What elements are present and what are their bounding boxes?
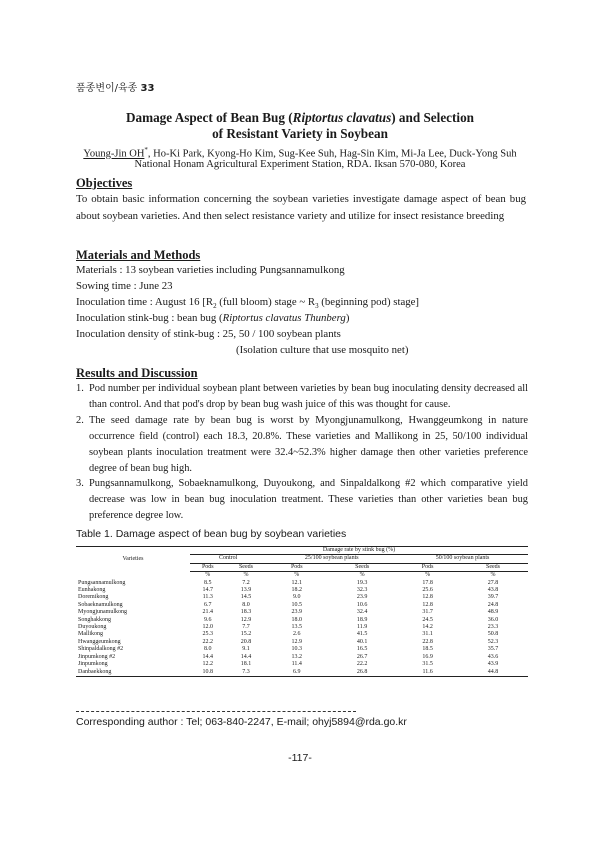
table-cell: 27.8 [487,579,499,586]
table-caption: Table 1. Damage aspect of bean bug by soybean varieties [76,528,347,540]
objectives-text: To obtain basic information concerning the soybean varieties investigate damage aspect of bean bug about soybean varieties. And then select resistance variety and utilize for insect resistance breeding [76,193,526,222]
table-cell: 21.4 [202,609,214,616]
table-cell: 52.3 [487,638,499,645]
item-number: 1. [76,383,84,394]
table-row [76,624,528,631]
item-number: 2. [76,415,84,426]
table-cell: 12.8 [422,601,433,608]
table-cell: 7.7 [242,624,250,631]
col-pods: Pods [397,563,458,571]
table-cell: 8.0 [204,646,212,653]
table-cell: 35.7 [487,646,499,653]
table-cell: 18.0 [291,616,303,623]
table-cell: 13.2 [291,653,303,660]
table-cell: 12.9 [240,616,252,623]
table-cell: 18.1 [240,661,252,668]
result-item [76,413,528,477]
table-row [76,609,528,616]
table-cell: 23.3 [487,624,499,631]
table-cell: 16.5 [356,646,368,653]
results-heading: Results and Discussion [76,366,198,380]
variety-name: Pungsannamulkong [78,579,126,586]
table-row [76,594,528,601]
unit-row [76,572,528,580]
col-seeds: Seeds [327,563,397,571]
table-cell: 26.8 [327,669,397,677]
table-cell: 25.3 [202,631,214,638]
table-cell: 17.8 [422,579,433,586]
table-cell: 20.8 [240,638,252,645]
paper-title-line1 [40,109,560,126]
variety-name: Jinpumkong [78,661,108,668]
table-row [76,617,528,624]
materials-line: Materials : 13 soybean varieties including Pungsannamulkong [76,264,345,276]
col-seeds: Seeds [226,563,267,571]
table-cell: 22.8 [422,638,433,645]
table-cell: 2.6 [293,631,301,638]
table-cell: 24.8 [487,601,499,608]
col-pods: Pods [266,563,327,571]
corresponding-author: Corresponding author : Tel; 063-840-2247, E-mail; ohyj5894@rda.go.kr [76,716,407,728]
abstract-number: 33 [140,83,155,94]
table-cell: 10.8 [190,669,226,677]
group-header: Damage rate by stink bug (%) [190,547,528,555]
table-cell: 19.3 [356,579,368,586]
table-cell: 41.5 [356,631,368,638]
table-cell: 48.9 [487,609,499,616]
methods-heading: Materials and Methods [76,248,201,262]
variety-name: Jinpumkong #2 [78,653,116,660]
table-cell: 23.9 [356,594,368,601]
table-cell: 32.3 [356,587,368,594]
table-cell: 14.7 [202,587,214,594]
table-cell: 32.4 [356,609,368,616]
table-cell: 14.4 [202,653,214,660]
table-cell: 18.5 [422,646,433,653]
first-author: Young-Jin OH [83,148,145,160]
item-text: The seed damage rate by bean bug is worst by Myongjunamulkong, Hwanggeumkong in nature occurrence field (control) each 18.3, 20.8%. These varieties and Mallikong in 25, 50/100 individual soybean plants inoculation treatment were 32.4~52.3% higher damage then other varieties preference degree of bean bug high. [89,415,528,474]
inoculation-time-line: Inoculation time : August 16 [$R_2$ (full bloom) stage ~ $R_3$ (beginning pod) stage] [76,296,420,311]
table-row [76,669,528,677]
table-cell: 18.9 [356,616,368,623]
sowing-line: Sowing time : June 23 [76,280,173,292]
variety-name: Sobaeknamulkong [78,601,123,608]
table-cell: 15.2 [240,631,252,638]
table-cell: 18.3 [240,609,252,616]
variety-name: Duyoukong [78,624,107,631]
variety-name: Eunhakong [78,587,106,594]
table-cell: 22.2 [202,638,214,645]
title-species: Riptortus clavatus [292,110,392,125]
table-cell: 40.1 [356,638,368,645]
table-cell: 11.9 [357,624,368,631]
table-cell: 7.3 [226,669,267,677]
table-cell: 14.2 [422,624,433,631]
variety-name: Doremikong [78,594,109,601]
table-cell: 14.4 [240,653,252,660]
table-cell: 9.6 [204,616,212,623]
subgroup-25: 25/100 soybean plants [266,555,397,563]
table-cell: 13.9 [240,587,252,594]
page-number: -117- [288,752,312,764]
isolation-note: (Isolation culture that use mosquito net) [236,344,409,356]
title-text: Damage Aspect of Bean Bug ( [125,110,293,125]
variety-name: Danbaekkong [76,669,190,677]
table-cell: 11.3 [202,594,213,601]
item-text: Pod number per individual soybean plant between varieties by bean bug inoculating density decreased all than control. And that pod's drop by bean bug wash juice of this was thought for cause. [89,383,528,410]
table-row [76,631,528,638]
table-row [76,587,528,594]
table-cell: 8.0 [242,601,250,608]
other-authors: , Ho-Ki Park, Kyong-Ho Kim, Sug-Kee Suh, Hag-Sin Kim, Mi-Ja Lee, Duck-Yong Suh [147,148,517,160]
table-row [76,602,528,609]
table-cell: 7.2 [242,579,250,586]
table-row [76,580,528,587]
table-cell: 31.1 [422,631,433,638]
table-cell: 12.9 [291,638,303,645]
unit-cell: % [359,572,365,579]
variety-name: Songhakkong [78,616,111,623]
table-cell: 6.7 [204,601,212,608]
table-cell: 43.9 [487,661,499,668]
table-cell: 12.0 [202,624,214,631]
table-cell: 23.9 [291,609,303,616]
table-cell: 44.8 [458,669,528,677]
table-cell: 43.6 [487,653,499,660]
table-cell: 24.5 [422,616,433,623]
variety-name: Myongjunamulkong [78,609,127,616]
subgroup-50: 50/100 soybean plants [397,555,528,563]
table-cell: 50.8 [487,631,499,638]
title-text: ) and Selection [391,110,475,125]
density-line: Inoculation density of stink-bug : 25, 50 / 100 soybean plants [76,328,341,340]
table-cell: 39.7 [487,594,499,601]
table-cell: 31.5 [422,661,433,668]
section-tag-label: 품종변이/육종 [76,83,138,94]
table-row [76,661,528,668]
unit-cell: % [490,572,496,579]
table-cell: 16.9 [422,653,433,660]
table-cell: 36.0 [487,616,499,623]
table-cell: 11.6 [397,669,458,677]
table-cell: 13.5 [291,624,303,631]
table-cell: 9.0 [293,594,301,601]
unit-cell: % [425,572,431,579]
table-row [76,646,528,653]
table-cell: 31.7 [422,609,433,616]
table-cell: 9.1 [242,646,250,653]
paper-title-line2: of Resistant Variety in Soybean [212,126,388,141]
table-cell: 12.1 [291,579,303,586]
footnote-divider [76,711,356,712]
result-item [76,381,528,413]
variety-name: Shinpaldalkong #2 [78,646,124,653]
unit-cell: % [205,572,211,579]
unit-cell: % [243,572,249,579]
varieties-header: Varieties [76,547,190,572]
affiliation: National Honam Agricultural Experiment Station, RDA. Iksan 570-080, Korea [134,159,466,170]
table-cell: 10.5 [291,601,303,608]
section-tag [76,79,154,94]
corresponding-mark: * [144,146,148,154]
stink-bug-line: Inoculation stink-bug : bean bug (Riptortus clavatus Thunberg) [76,312,350,324]
table-cell: 18.2 [291,587,303,594]
table-cell: 43.8 [487,587,499,594]
col-seeds: Seeds [458,563,528,571]
table-cell: 25.6 [422,587,433,594]
table-cell: 12.2 [202,661,214,668]
table-cell: 11.4 [291,661,302,668]
table-cell: 12.8 [422,594,433,601]
item-text: Pungsannamulkong, Sobaeknamulkong, Duyoukong, and Sinpaldalkong #2 which comparative yield decrease was low in bean bug inoculation treatment. These varieties than other varieties bean bug preference degree low. [89,478,528,521]
table-cell: 10.6 [356,601,368,608]
damage-table [76,546,528,677]
table-cell: 8.5 [204,579,212,586]
table-cell: 22.2 [356,661,368,668]
col-pods: Pods [190,563,226,571]
table-row [76,639,528,646]
variety-name: Hwanggeumkong [78,638,121,645]
table-cell: 6.9 [266,669,327,677]
item-number: 3. [76,478,84,489]
variety-name: Mallikong [78,631,103,638]
subgroup-control: Control [190,555,266,563]
table-cell: 10.3 [291,646,303,653]
table-row [76,654,528,661]
objectives-heading: Objectives [76,176,133,190]
unit-cell: % [294,572,300,579]
table-cell: 26.7 [356,653,368,660]
result-item [76,476,528,524]
table-cell: 14.5 [240,594,252,601]
